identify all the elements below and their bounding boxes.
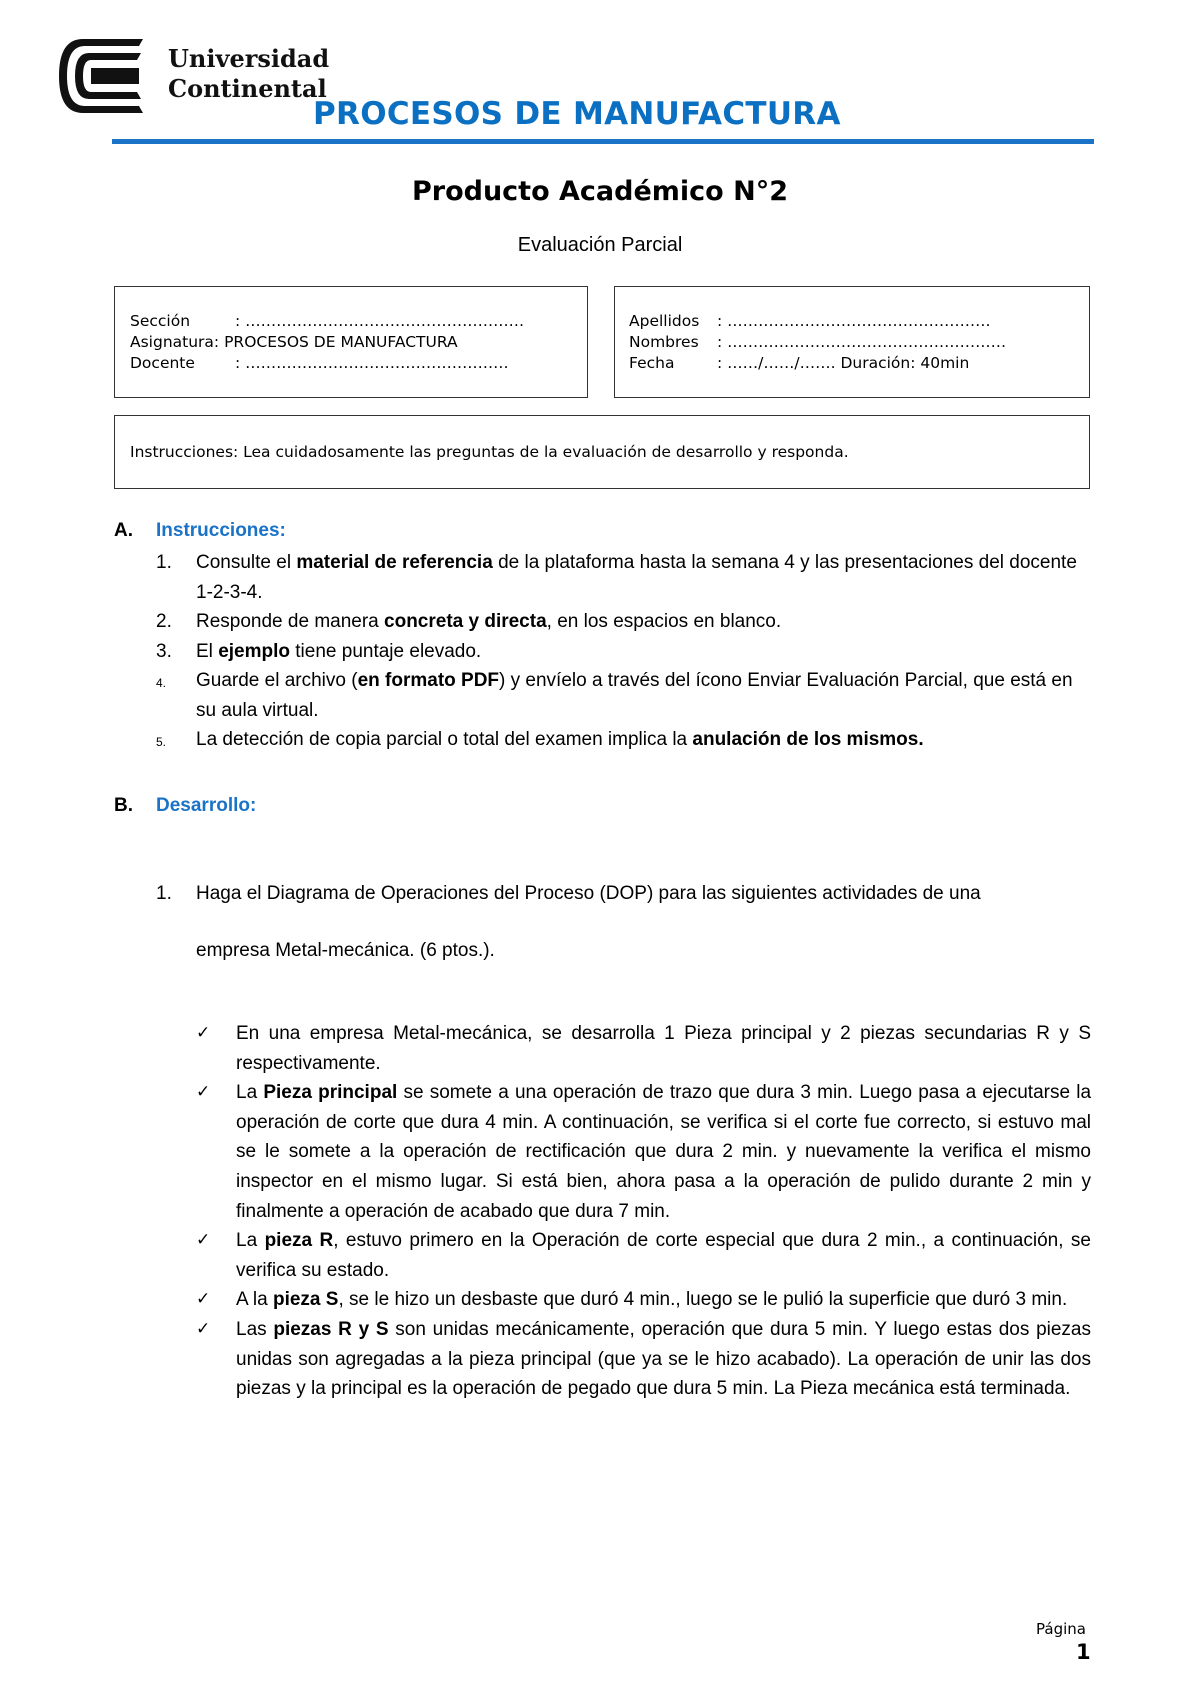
student-info-box [614, 286, 1090, 398]
detail-text: se somete a una operación de trazo que dura 3 min. Luego pasa a ejecutarse la operación de corte que dura 4 min. A continuación, se verifica si el corte fue correcto, si estuvo mal se le somete a la operación de rectificación que dura 2 min. y nuevamente la verifica el mismo inspector en el mismo lugar. Si está bien, ahora pasa a la operación de pulido durante 2 min y finalmente a operación de acabado que dura 7 min. [236, 1082, 1092, 1222]
instructions-box [114, 415, 1090, 489]
page-number: 1 [1076, 1640, 1091, 1664]
detail-text: En una empresa Metal-mecánica, se desarrolla 1 Pieza principal y 2 piezas secundarias R y S respectivamente. [236, 1023, 1091, 1074]
item-number: 3. [156, 640, 172, 662]
detail-text: La [236, 1082, 264, 1104]
item-text: , en los espacios en blanco. [546, 611, 782, 632]
info-row-nombres [629, 332, 1089, 353]
document-subtitle: Evaluación Parcial [517, 234, 683, 256]
info-row-apellidos [629, 311, 1089, 332]
question-details-list [196, 1019, 1091, 1404]
info-value[interactable]: : PROCESOS DE MANUFACTURA [213, 333, 458, 351]
instructions-list [156, 548, 1091, 755]
detail-text-bold: Pieza principal [263, 1082, 398, 1104]
info-value[interactable]: : ……………………………………………… [235, 312, 525, 330]
item-text: La detección de copia parcial o total del examen implica la [196, 729, 693, 750]
info-row-fecha [629, 353, 1089, 374]
institution-line1: Universidad [168, 44, 330, 73]
question-number: 1. [156, 883, 172, 904]
info-value[interactable]: : ……………………………………………… [717, 333, 1007, 351]
page-label: Página [1036, 1620, 1086, 1638]
info-row-docente [130, 353, 587, 374]
item-number: 1. [156, 552, 172, 573]
section-b-heading [114, 795, 256, 817]
section-a-heading [114, 520, 286, 542]
item-text-bold: anulación de los mismos. [692, 729, 924, 750]
detail-item [196, 1078, 1091, 1226]
checkmark-icon: ✓ [196, 1289, 211, 1310]
detail-text: A la [236, 1289, 273, 1311]
info-row-seccion [130, 311, 587, 332]
detail-text: Las [236, 1318, 274, 1340]
item-number: 5. [156, 735, 167, 749]
list-item [156, 666, 1091, 725]
info-value[interactable]: : …………………………………………… [235, 354, 509, 372]
section-label: Desarrollo: [156, 795, 257, 816]
info-row-asignatura [130, 332, 587, 353]
question-line1: Haga el Diagrama de Operaciones del Proceso (DOP) para las siguientes actividades de una [196, 883, 981, 904]
info-label: Sección [130, 312, 191, 330]
detail-text: son unidas mecánicamente, operación que dura 5 min. Y luego estas dos piezas unidas son agregadas a la pieza principal (que ya se le hizo acabado). La operación de unir las dos piezas y la principal es la operación de pegado que dura 5 min. La Pieza mecánica está terminada. [236, 1318, 1091, 1400]
item-text: tiene puntaje elevado. [290, 640, 482, 662]
item-text-bold: ejemplo [218, 640, 290, 662]
institution-line2: Continental [168, 74, 327, 103]
item-text: de la plataforma hasta la semana 4 y las presentaciones del docente 1-2-3-4. [196, 552, 1077, 603]
list-item [156, 607, 1091, 637]
detail-text-bold: pieza S [272, 1289, 339, 1311]
detail-text: , se le hizo un desbaste que duró 4 min., luego se le pulió la superficie que duró 3 min. [338, 1289, 1068, 1311]
item-number: 4. [156, 676, 167, 690]
checkmark-icon: ✓ [196, 1230, 211, 1251]
info-label: Nombres [629, 333, 699, 351]
info-label: Asignatura [130, 333, 214, 351]
item-text: Guarde el archivo ( [196, 670, 358, 691]
item-text-bold: en formato PDF [357, 670, 500, 691]
checkmark-icon: ✓ [196, 1082, 211, 1103]
detail-item [196, 1226, 1091, 1285]
item-text-bold: material de referencia [296, 552, 493, 573]
course-info-box [114, 286, 588, 398]
detail-item [196, 1285, 1091, 1315]
checkmark-icon: ✓ [196, 1023, 211, 1043]
section-letter: B. [114, 795, 133, 816]
detail-item [196, 1315, 1091, 1404]
info-label: Fecha [629, 354, 675, 372]
instructions-text: Instrucciones: Lea cuidadosamente las preguntas de la evaluación de desarrollo y responda. [130, 443, 849, 461]
checkmark-icon: ✓ [196, 1318, 211, 1339]
detail-text-bold: pieza R [264, 1230, 334, 1252]
document-title: Producto Académico N°2 [411, 176, 789, 207]
list-item [156, 548, 1091, 607]
university-logo-icon [55, 36, 155, 116]
item-text: Consulte el [196, 552, 297, 573]
info-label: Docente [130, 354, 195, 372]
list-item [156, 637, 1091, 667]
item-text: ) y envíelo a través del ícono Enviar Evaluación Parcial, que está en su aula virtual. [196, 670, 1073, 721]
detail-text-bold: piezas R y S [273, 1318, 389, 1340]
info-value[interactable]: : ……/……/……. Duración: 40min [717, 354, 970, 372]
section-label: Instrucciones: [156, 520, 286, 541]
institution-name [168, 44, 329, 104]
item-number: 2. [156, 611, 172, 632]
detail-item [196, 1019, 1091, 1078]
item-text: El [196, 640, 219, 662]
header-divider [112, 139, 1094, 144]
question-line2: empresa Metal-mecánica. (6 ptos.). [196, 940, 495, 961]
list-item [156, 725, 1091, 755]
detail-text: La [236, 1230, 265, 1252]
detail-text: , estuvo primero en la Operación de corte especial que dura 2 min., a continuación, se verifica su estado. [236, 1230, 1091, 1281]
item-text: Responde de manera [196, 611, 385, 632]
item-text-bold: concreta y directa [384, 611, 547, 632]
info-value[interactable]: : …………………………………………… [717, 312, 991, 330]
info-label: Apellidos [629, 312, 700, 330]
course-title: PROCESOS DE MANUFACTURA [313, 96, 841, 132]
section-letter: A. [114, 520, 133, 541]
